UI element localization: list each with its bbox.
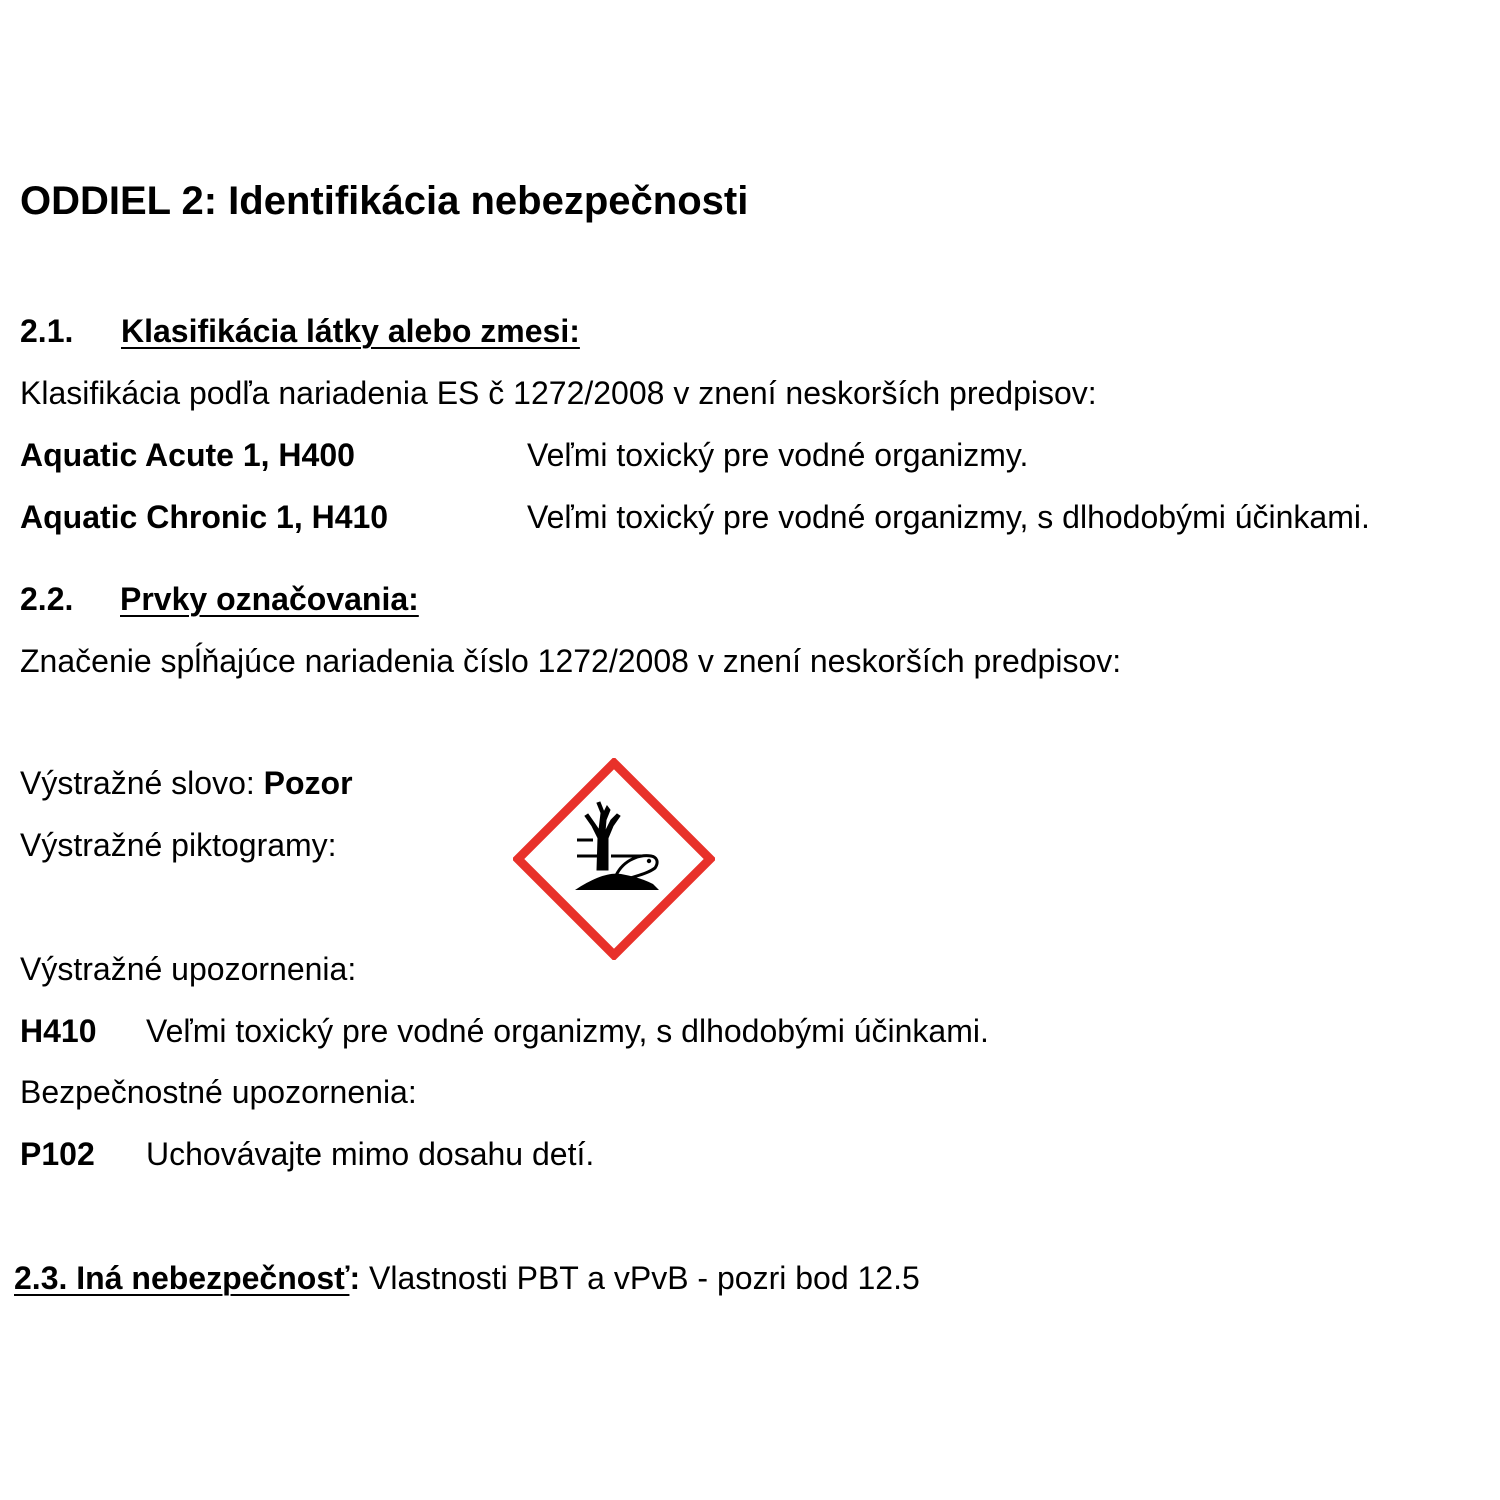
classification-row [20,439,1028,471]
classification-text: Veľmi toxický pre vodné organizmy. [527,437,1029,473]
precaution-code: P102 [20,1136,95,1172]
section-2-3-colon: : [349,1260,361,1296]
section-2-2-intro: Značenie spĺňajúce nariadenia číslo 1272/2008 v znení neskorších predpisov: [20,643,1122,679]
classification-text: Veľmi toxický pre vodné organizmy, s dlhodobými účinkami. [527,499,1370,535]
page-title: ODDIEL 2: Identifikácia nebezpečnosti [20,179,749,223]
section-2-1-intro: Klasifikácia podľa nariadenia ES č 1272/2008 v znení neskorších predpisov: [20,375,1097,411]
section-number: 2.1. [20,313,74,349]
signal-word-row [20,767,353,799]
section-title: Prvky označovania: [120,581,419,617]
precaution-statement-row [20,1138,594,1170]
precaution-text: Uchovávajte mimo dosahu detí. [146,1136,595,1172]
pictograms-label: Výstražné piktogramy: [20,827,337,863]
ghs09-environment-icon [513,758,715,960]
hazard-statement-row [20,1015,989,1047]
hazard-statements-label: Výstražné upozornenia: [20,951,357,987]
classification-code: Aquatic Acute 1, H400 [20,437,355,473]
section-2-3-heading: 2.3. Iná nebezpečnosť [14,1260,350,1296]
classification-row [20,501,1370,533]
hazard-text: Veľmi toxický pre vodné organizmy, s dlhodobými účinkami. [146,1013,989,1049]
section-2-3-text: Vlastnosti PBT a vPvB - pozri bod 12.5 [360,1260,920,1296]
section-2-2-heading [20,583,419,615]
section-number: 2.2. [20,581,74,617]
section-title: Klasifikácia látky alebo zmesi: [121,313,580,349]
section-2-1-heading [20,315,580,347]
hazard-code: H410 [20,1013,97,1049]
classification-code: Aquatic Chronic 1, H410 [20,499,389,535]
pictogram-border [518,763,710,955]
section-2-3 [14,1262,920,1294]
signal-word: Pozor [263,765,353,801]
precaution-statements-label: Bezpečnostné upozornenia: [20,1074,417,1110]
signal-word-label: Výstražné slovo: [20,765,264,801]
